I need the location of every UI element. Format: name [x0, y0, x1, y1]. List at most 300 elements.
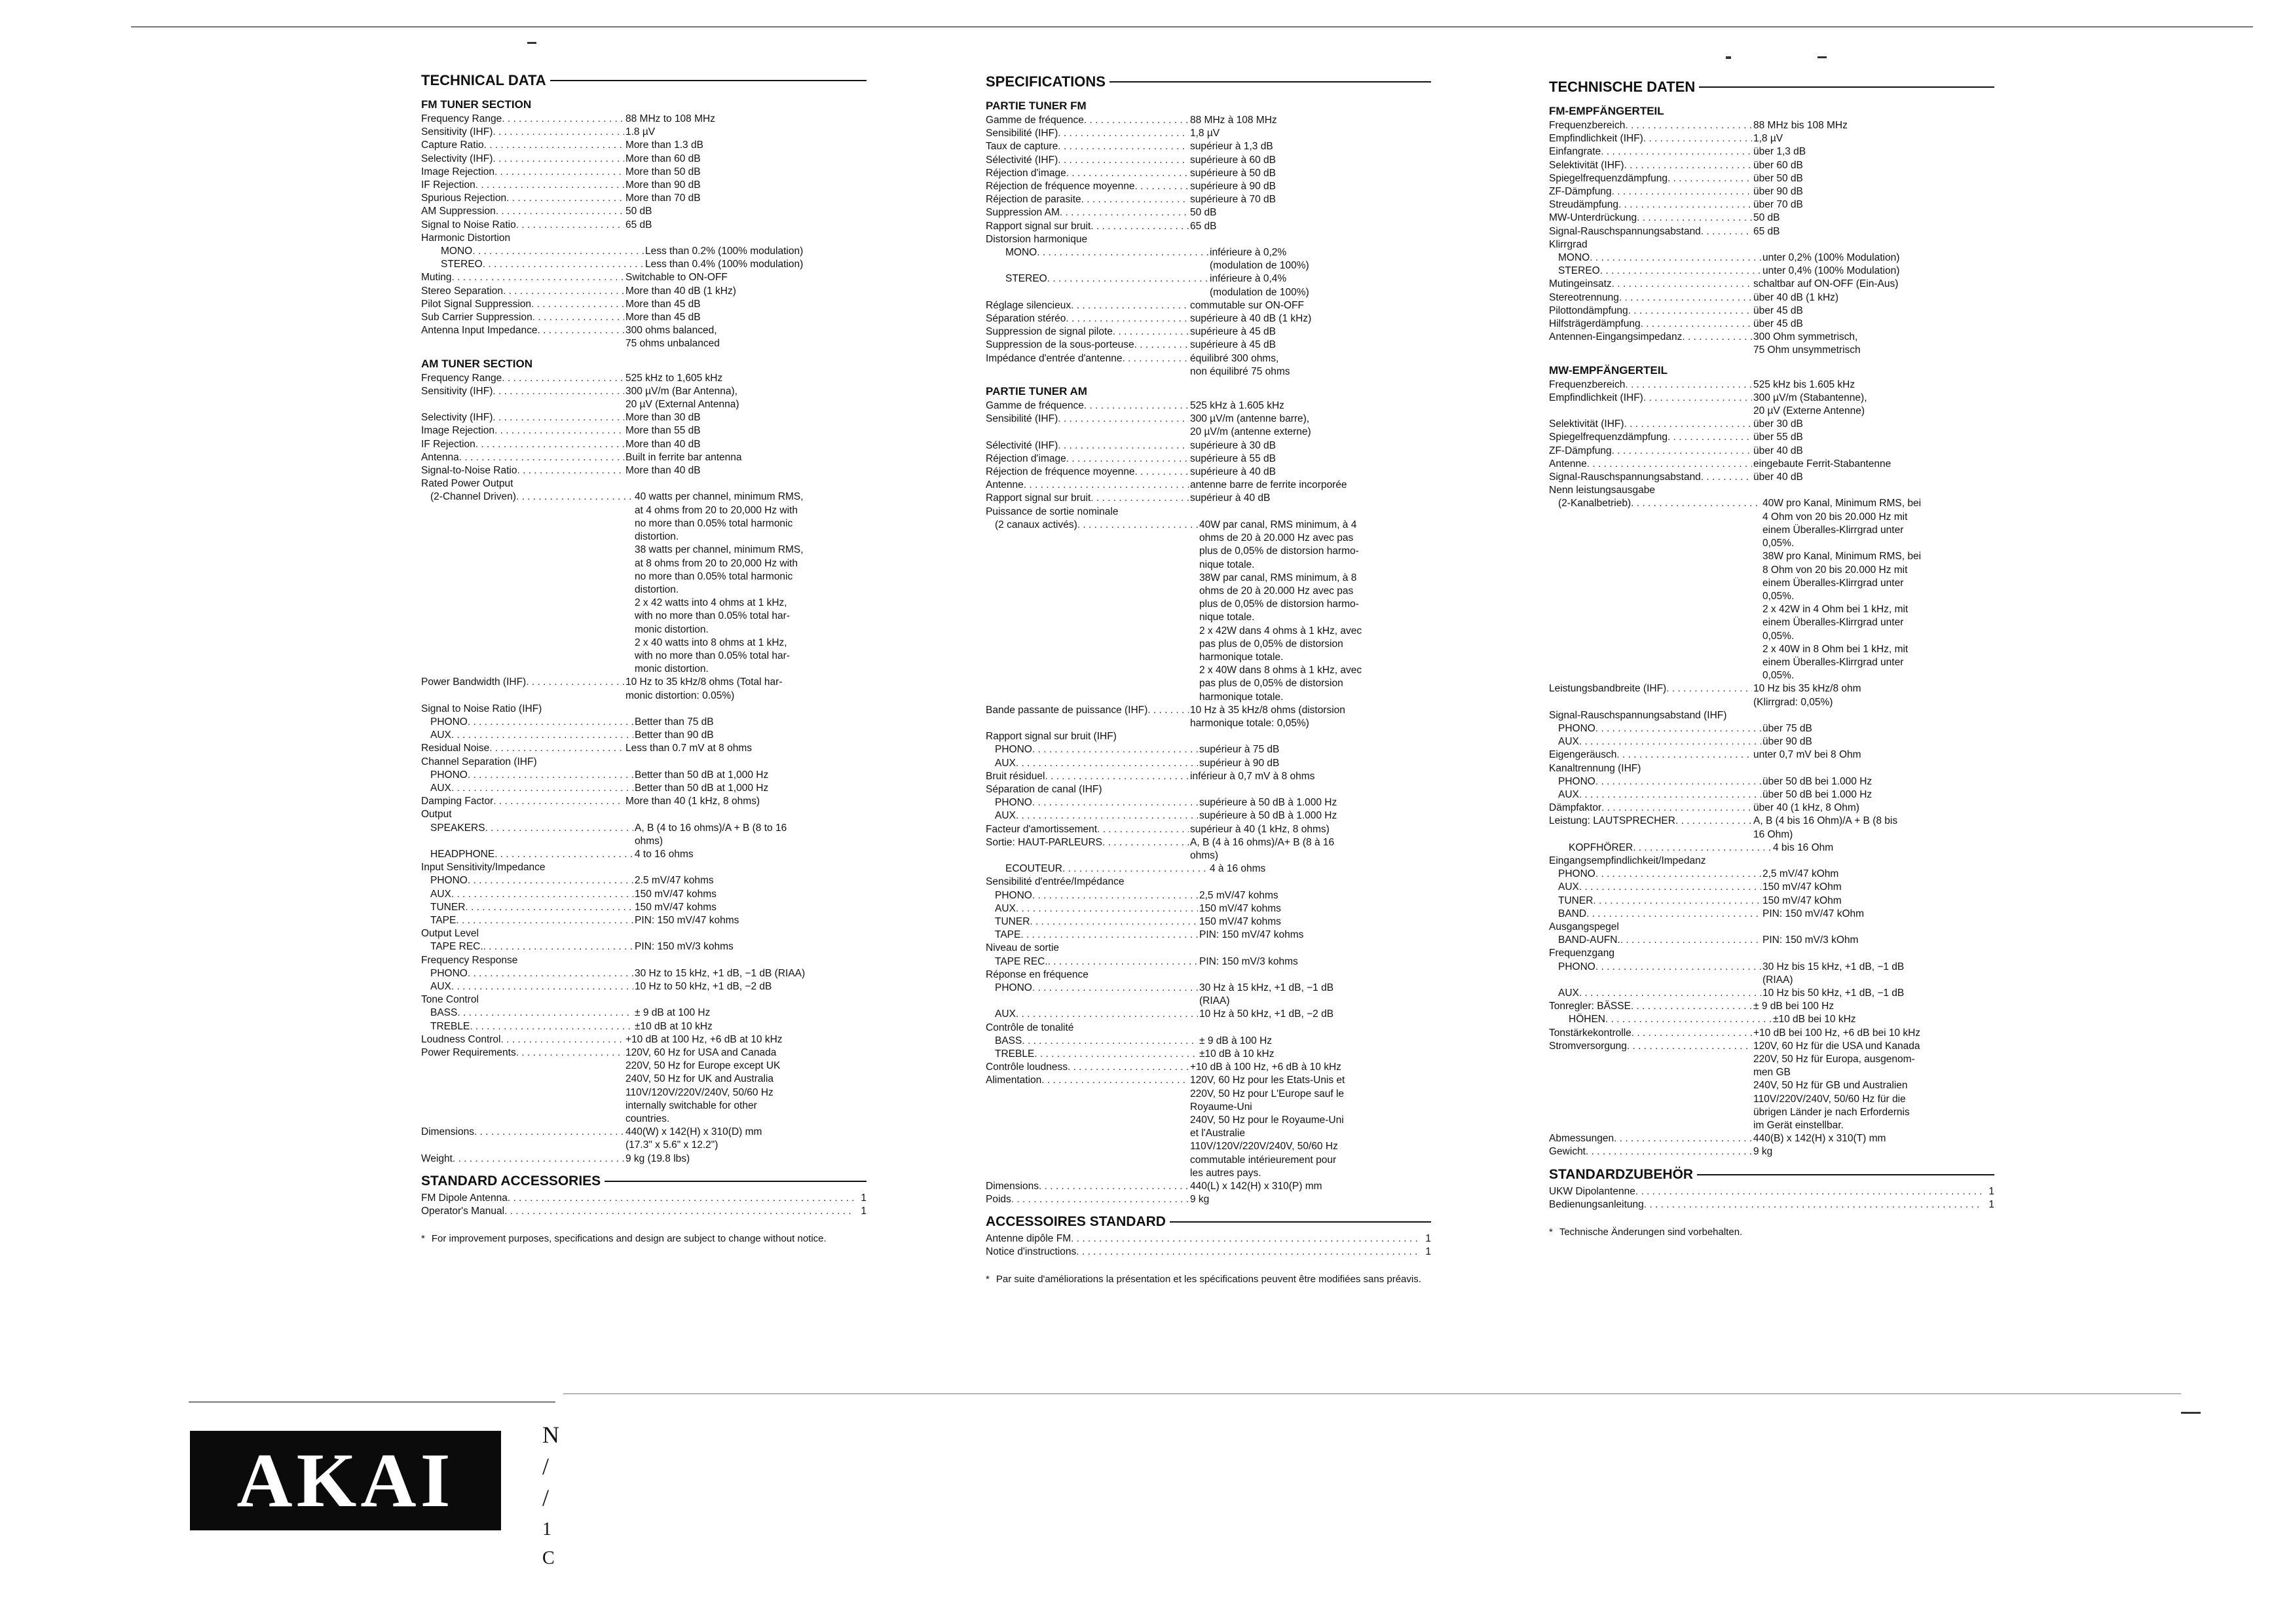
accessories-title: ACCESSOIRES STANDARD: [986, 1214, 1431, 1230]
spec-label: [421, 1153, 624, 1166]
leader-dots: [1601, 145, 1752, 158]
spec-row: [1549, 445, 1994, 458]
spec-label: [1549, 1000, 1752, 1013]
spec-row: [986, 399, 1431, 413]
spec-label-text: TREBLE: [430, 1020, 470, 1032]
section-title: PARTIE TUNER AM: [986, 385, 1087, 398]
spec-label-text: Impédance d'entrée d'antenne: [986, 352, 1123, 364]
leader-dots: [1625, 378, 1752, 392]
leader-dots: [1020, 929, 1198, 942]
spec-label-text: PHONO: [430, 716, 468, 728]
spec-value: supérieure à 45 dB: [1190, 326, 1276, 338]
spec-label: [1549, 172, 1752, 185]
leader-dots: [475, 179, 624, 192]
leader-dots: [1032, 796, 1198, 809]
spec-row: [421, 822, 867, 848]
spec-label: [1549, 265, 1761, 278]
leader-dots: [1618, 198, 1752, 212]
spec-row: [1549, 709, 1994, 722]
accessory-row: [421, 1205, 867, 1218]
leader-dots: [1058, 154, 1189, 167]
spec-label: [986, 823, 1189, 836]
spec-label: [421, 179, 624, 192]
spec-label: [986, 233, 1189, 246]
spec-label-text: Taux de capture: [986, 141, 1058, 153]
spec-row: [421, 179, 867, 192]
spec-value: More than 90 dB: [625, 179, 701, 191]
spec-row: [421, 676, 867, 702]
spec-label: [986, 743, 1198, 756]
spec-label-text: Image Rejection: [421, 166, 495, 177]
spec-label: [986, 757, 1198, 770]
spec-label: [986, 506, 1189, 519]
leader-dots: [504, 1205, 853, 1218]
spec-label: [1549, 775, 1761, 788]
spec-row: [1549, 841, 1994, 855]
spec-label-text: Selectivity (IHF): [421, 153, 493, 164]
spec-row: [986, 167, 1431, 180]
spec-row: [986, 757, 1431, 770]
spec-label: [421, 385, 624, 411]
spec-label-text: PHONO: [995, 744, 1032, 756]
spec-row: [986, 452, 1431, 466]
spec-label: [1549, 802, 1752, 815]
spec-row: [1549, 881, 1994, 894]
spec-label: [1549, 291, 1752, 304]
spec-label: [421, 742, 624, 755]
spec-label: [421, 232, 624, 245]
spec-row: [986, 969, 1431, 982]
spec-label: [1549, 458, 1752, 471]
spec-value: supérieure à 50 dB à 1.000 Hz: [1199, 810, 1337, 822]
leader-dots: [472, 245, 644, 258]
spec-value: [1189, 969, 1431, 982]
spec-label-text: Frequency Range: [421, 113, 502, 124]
spec-row: [986, 1061, 1431, 1074]
leader-dots: [1682, 331, 1752, 357]
spec-label-text: Sélectivité (IHF): [986, 439, 1058, 451]
spec-label: [986, 127, 1189, 140]
accessories-title: STANDARD ACCESSORIES: [421, 1173, 867, 1189]
leader-dots: [475, 438, 624, 451]
accessory-label: Antenne dipôle FM: [986, 1233, 1072, 1245]
spec-label-text: Image Rejection: [421, 425, 495, 437]
spec-label-text: Weight: [421, 1153, 453, 1164]
spec-value: inférieur à 0,7 mV à 8 ohms: [1190, 770, 1315, 782]
top-edge-line: [131, 26, 2253, 28]
spec-row: [986, 193, 1431, 206]
spec-label: [421, 1006, 633, 1020]
spec-value: PIN: 150 mV/3 kohms: [1199, 955, 1298, 967]
spec-label-text: PHONO: [1558, 868, 1595, 880]
spec-row: [421, 451, 867, 464]
spec-row: [986, 1180, 1431, 1193]
spec-label: [1549, 709, 1752, 722]
spec-value: unter 0,2% (100% Modulation): [1762, 252, 1900, 264]
spec-row: [1549, 775, 1994, 788]
spec-value: über 90 dB: [1762, 736, 1812, 748]
spec-value: 30 Hz bis 15 kHz, +1 dB, −1 dB (RIAA): [1762, 961, 1905, 986]
spec-label: [1549, 881, 1761, 894]
spec-value: 300 µV/m (antenne barre), 20 µV/m (antenne externe): [1190, 413, 1311, 438]
spec-label: [986, 1008, 1198, 1021]
spec-value: 65 dB: [1753, 225, 1780, 237]
leader-dots: [1612, 278, 1752, 291]
leader-dots: [1071, 1232, 1418, 1246]
spec-value: [1752, 762, 1994, 775]
spec-label-text: AUX: [430, 729, 451, 741]
spec-label: [421, 954, 624, 967]
leader-dots: [1593, 895, 1761, 908]
leader-dots: [468, 874, 633, 887]
spec-row: [421, 245, 867, 258]
leader-dots: [468, 967, 633, 980]
accessory-label: FM Dipole Antenna: [421, 1192, 508, 1204]
spec-row: [1549, 1132, 1994, 1145]
spec-label: [986, 982, 1198, 1008]
leader-dots: [1016, 757, 1198, 770]
spec-value: [1189, 730, 1431, 743]
spec-label: [1549, 815, 1752, 841]
spec-label: [986, 246, 1208, 272]
leader-dots: [1084, 114, 1189, 127]
spec-value: More than 55 dB: [625, 425, 701, 437]
spec-label: [421, 1020, 633, 1033]
spec-value: supérieur à 40 (1 kHz, 8 ohms): [1190, 823, 1330, 835]
spec-value: über 40 (1 kHz, 8 Ohm): [1753, 802, 1859, 814]
leader-dots: [496, 205, 624, 218]
spec-row: [986, 466, 1431, 479]
leader-dots: [1147, 704, 1189, 730]
spec-label-text: ECOUTEUR: [1005, 863, 1062, 875]
spec-label: [1549, 212, 1752, 225]
spec-label: [1549, 331, 1752, 357]
leader-dots: [502, 113, 624, 126]
leader-dots: [1122, 352, 1189, 378]
spec-label: [421, 424, 624, 437]
spec-row: [1549, 921, 1994, 934]
spec-label: [421, 411, 624, 424]
spec-label: [1549, 304, 1752, 318]
spec-row: [986, 154, 1431, 167]
spec-row: [986, 1008, 1431, 1021]
spec-value: 10 Hz à 35 kHz/8 ohms (distorsion harmonique totale: 0,05%): [1190, 704, 1345, 729]
spec-row: [1549, 895, 1994, 908]
spec-label-text: Nenn leistungsausgabe: [1549, 485, 1656, 496]
spec-label: [986, 730, 1189, 743]
spec-row: [421, 1153, 867, 1166]
spec-label: [986, 352, 1189, 378]
spec-row: [421, 901, 867, 914]
spec-label: [1549, 908, 1761, 921]
spec-label: [421, 769, 633, 782]
spec-value: über 50 dB: [1753, 172, 1803, 184]
leader-dots: [1091, 492, 1189, 505]
spec-label: [986, 114, 1189, 127]
leader-dots: [1612, 185, 1752, 198]
spec-label: [1549, 1145, 1752, 1158]
leader-dots: [1701, 225, 1752, 238]
spec-row: [986, 352, 1431, 378]
leader-dots: [1077, 519, 1198, 704]
leader-dots: [1134, 180, 1189, 193]
spec-label-text: TAPE REC.: [995, 955, 1048, 967]
spec-label-text: (2-Channel Driven): [430, 491, 516, 503]
spec-value: A, B (4 à 16 ohms)/A+ B (8 à 16 ohms): [1190, 836, 1335, 861]
spec-value: über 40 dB: [1753, 471, 1803, 483]
spec-label-text: STEREO: [1558, 265, 1600, 277]
akai-logo: AKAI: [190, 1431, 501, 1530]
spec-label: [421, 126, 624, 139]
section-title: MW-EMPFÄNGERTEIL: [1549, 363, 1668, 377]
spec-label-text: Output: [421, 809, 452, 821]
spec-row: [421, 742, 867, 755]
spec-label: [1549, 762, 1752, 775]
spec-label-text: Réponse en fréquence: [986, 969, 1089, 980]
spec-row: [421, 716, 867, 729]
spec-row: [1549, 868, 1994, 881]
spec-value: supérieure à 55 dB: [1190, 452, 1276, 464]
spec-row: [1549, 1000, 1994, 1013]
leader-dots: [1624, 159, 1752, 172]
spec-row: [1549, 497, 1994, 682]
spec-row: [1549, 225, 1994, 238]
leader-dots: [1637, 212, 1752, 225]
spec-label-text: Antenna Input Impedance: [421, 325, 538, 337]
leader-dots: [532, 311, 624, 324]
spec-value: Less than 0.2% (100% modulation): [645, 246, 804, 257]
spec-label-text: MW-Unterdrückung: [1549, 212, 1637, 224]
spec-label-text: AUX: [1558, 788, 1579, 800]
spec-row: [421, 795, 867, 808]
spec-label-text: MONO: [1005, 247, 1037, 259]
spec-row: [421, 285, 867, 298]
spec-row: [1549, 238, 1994, 251]
spec-label-text: Réjection de parasite: [986, 194, 1081, 206]
spec-value: 9 kg: [1753, 1146, 1773, 1158]
spec-row: [986, 506, 1431, 519]
spec-label-text: TUNER: [430, 901, 466, 913]
spec-label: [421, 914, 633, 927]
leader-dots: [1631, 1027, 1752, 1040]
spec-value: 150 mV/47 kohms: [1199, 902, 1281, 914]
spec-label-text: BAND-AUFN.: [1558, 934, 1620, 946]
leader-dots: [1081, 193, 1189, 206]
spec-value: [624, 993, 867, 1006]
leader-dots: [457, 1006, 633, 1020]
leader-dots: [1060, 206, 1189, 219]
spec-label-text: Pilot Signal Suppression: [421, 298, 532, 310]
leader-dots: [1058, 439, 1189, 452]
spec-value: eingebaute Ferrit-Stabantenne: [1753, 458, 1892, 470]
leader-dots: [1579, 735, 1761, 748]
spec-label: [1549, 132, 1752, 145]
spec-label: [421, 756, 624, 769]
section-title: PARTIE TUNER FM: [986, 100, 1087, 112]
spec-label-text: ZF-Dämpfung: [1549, 186, 1612, 198]
spec-value: [624, 927, 867, 940]
spec-row: [421, 940, 867, 953]
spec-row: [1549, 145, 1994, 158]
spec-label: [986, 299, 1189, 312]
leader-dots: [1102, 836, 1189, 862]
spec-row: [421, 411, 867, 424]
spec-label-text: Gamme de fréquence: [986, 400, 1084, 412]
spec-value: antenne barre de ferrite incorporée: [1190, 479, 1347, 491]
spec-row: [986, 915, 1431, 929]
spec-row: [986, 770, 1431, 783]
scan-mark: [527, 42, 536, 44]
leader-dots: [1097, 823, 1189, 836]
spec-label-text: TREBLE: [995, 1048, 1035, 1060]
specifications-column: [986, 73, 1431, 1286]
spec-value: supérieure à 60 dB: [1190, 154, 1276, 166]
spec-value: 30 Hz to 15 kHz, +1 dB, −1 dB (RIAA): [635, 967, 806, 979]
spec-value: 525 kHz bis 1.605 kHz: [1753, 378, 1855, 390]
spec-label: [421, 795, 624, 808]
spec-label-text: Antennen-Eingangsimpedanz: [1549, 331, 1683, 343]
spec-label-text: PHONO: [430, 967, 468, 979]
spec-label-text: Rapport signal sur bruit: [986, 492, 1091, 504]
spec-label-text: HÖHEN: [1569, 1014, 1605, 1025]
spec-label: [421, 940, 633, 953]
cut-off-text: /: [542, 1485, 550, 1511]
spec-row: [1549, 722, 1994, 735]
leader-dots: [483, 258, 644, 271]
spec-label: [421, 153, 624, 166]
spec-row: [421, 1126, 867, 1152]
spec-row: [1549, 748, 1994, 762]
spec-row: [986, 272, 1431, 299]
spec-label-text: AUX: [1558, 987, 1579, 999]
accessory-row: [1549, 1185, 1994, 1198]
spec-value: supérieure à 50 dB: [1190, 167, 1276, 179]
spec-row: [986, 180, 1431, 193]
spec-row: [421, 729, 867, 742]
spec-value: [624, 808, 867, 821]
spec-value: PIN: 150 mV/47 kOhm: [1762, 908, 1865, 919]
spec-value: 50 dB: [1190, 207, 1217, 219]
spec-label: [1549, 471, 1752, 484]
spec-row: [986, 312, 1431, 325]
spec-label-text: Contrôle de tonalité: [986, 1022, 1074, 1033]
spec-label-text: AUX: [1558, 881, 1579, 893]
spec-row: [421, 1006, 867, 1020]
cut-off-text: /: [542, 1453, 550, 1479]
leader-dots: [1032, 743, 1198, 756]
spec-label: [421, 258, 644, 271]
spec-label-text: TUNER: [1558, 895, 1594, 906]
spec-value: [624, 954, 867, 967]
spec-row: [421, 756, 867, 769]
spec-row: [421, 1046, 867, 1126]
spec-label: [986, 704, 1189, 730]
spec-row: [421, 993, 867, 1006]
spec-label-text: Réjection d'image: [986, 167, 1066, 179]
spec-row: [1549, 212, 1994, 225]
spec-row: [1549, 934, 1994, 947]
spec-row: [1549, 987, 1994, 1000]
spec-value: More than 70 dB: [625, 193, 701, 204]
spec-label: [986, 154, 1189, 167]
spec-label-text: Suppression de signal pilote: [986, 326, 1113, 338]
spec-value: More than 40 dB: [625, 438, 701, 450]
cut-off-text: C: [542, 1548, 555, 1568]
spec-value: 440(W) x 142(H) x 310(D) mm (17.3" x 5.6" x 12.2"): [625, 1126, 762, 1151]
spec-row: [1549, 471, 1994, 484]
footnote: * For improvement purposes, specifications and design are subject to change without notice.: [421, 1232, 827, 1244]
spec-value: PIN: 150 mV/3 kOhm: [1762, 934, 1859, 946]
accessory-qty: 1: [1988, 1198, 1994, 1210]
leader-dots: [1022, 1035, 1198, 1048]
spec-row: [1549, 331, 1994, 357]
leader-dots: [1047, 272, 1208, 299]
leader-dots: [1675, 815, 1752, 841]
spec-row: [1549, 947, 1994, 960]
spec-value: [1752, 855, 1994, 868]
leader-dots: [459, 451, 624, 464]
spec-label: [986, 399, 1189, 413]
spec-label-text: AUX: [430, 782, 451, 794]
spec-value: 525 kHz à 1.605 kHz: [1190, 400, 1284, 412]
spec-row: [1549, 265, 1994, 278]
spec-label-text: Réjection de fréquence moyenne: [986, 466, 1135, 478]
spec-value: +10 dB à 100 Hz, +6 dB à 10 kHz: [1190, 1061, 1341, 1073]
spec-label: [1549, 722, 1761, 735]
spec-label: [1549, 841, 1772, 855]
spec-row: [421, 166, 867, 179]
spec-row: [986, 823, 1431, 836]
spec-label: [1549, 145, 1752, 158]
spec-label-text: Kanaltrennung (IHF): [1549, 762, 1641, 774]
spec-label: [986, 915, 1198, 929]
spec-value: 50 dB: [625, 206, 652, 217]
spec-label-text: Ausgangspegel: [1549, 921, 1619, 932]
leader-dots: [1016, 809, 1198, 822]
spec-row: [421, 271, 867, 284]
spec-label-text: Frequenzbereich: [1549, 120, 1626, 131]
spec-value: More than 40 dB (1 kHz): [625, 285, 736, 297]
spec-label: [986, 1193, 1189, 1206]
spec-value: [1752, 484, 1994, 497]
spec-value: 4 bis 16 Ohm: [1773, 841, 1834, 853]
spec-value: inférieure à 0,4% (modulation de 100%): [1210, 273, 1309, 298]
leader-dots: [1643, 132, 1752, 145]
spec-label: [986, 1035, 1198, 1048]
spec-label: [986, 452, 1189, 466]
spec-label-text: Antenna: [421, 451, 459, 463]
spec-label: [986, 889, 1198, 902]
spec-label: [421, 822, 633, 848]
spec-row: [421, 153, 867, 166]
accessory-qty: 1: [861, 1192, 867, 1204]
spec-label: [986, 876, 1189, 889]
spec-label-text: Leistungsbandbreite (IHF): [1549, 683, 1667, 695]
spec-label: [1549, 1132, 1752, 1145]
spec-label-text: Mutingeinsatz: [1549, 278, 1612, 290]
spec-label: [1549, 748, 1752, 762]
spec-label-text: Damping Factor: [421, 796, 494, 807]
accessories-title: STANDARDZUBEHÖR: [1549, 1167, 1994, 1183]
spec-label: [986, 1074, 1189, 1180]
spec-label-text: Signal-Rauschspannungsabstand (IHF): [1549, 709, 1727, 721]
spec-label-text: Frequency Range: [421, 372, 502, 384]
spec-value: über 1,3 dB: [1753, 146, 1806, 158]
spec-row: [421, 861, 867, 874]
spec-label: [1549, 119, 1752, 132]
spec-value: More than 45 dB: [625, 312, 701, 323]
spec-label-text: Spiegelfrequenzdämpfung: [1549, 432, 1668, 443]
